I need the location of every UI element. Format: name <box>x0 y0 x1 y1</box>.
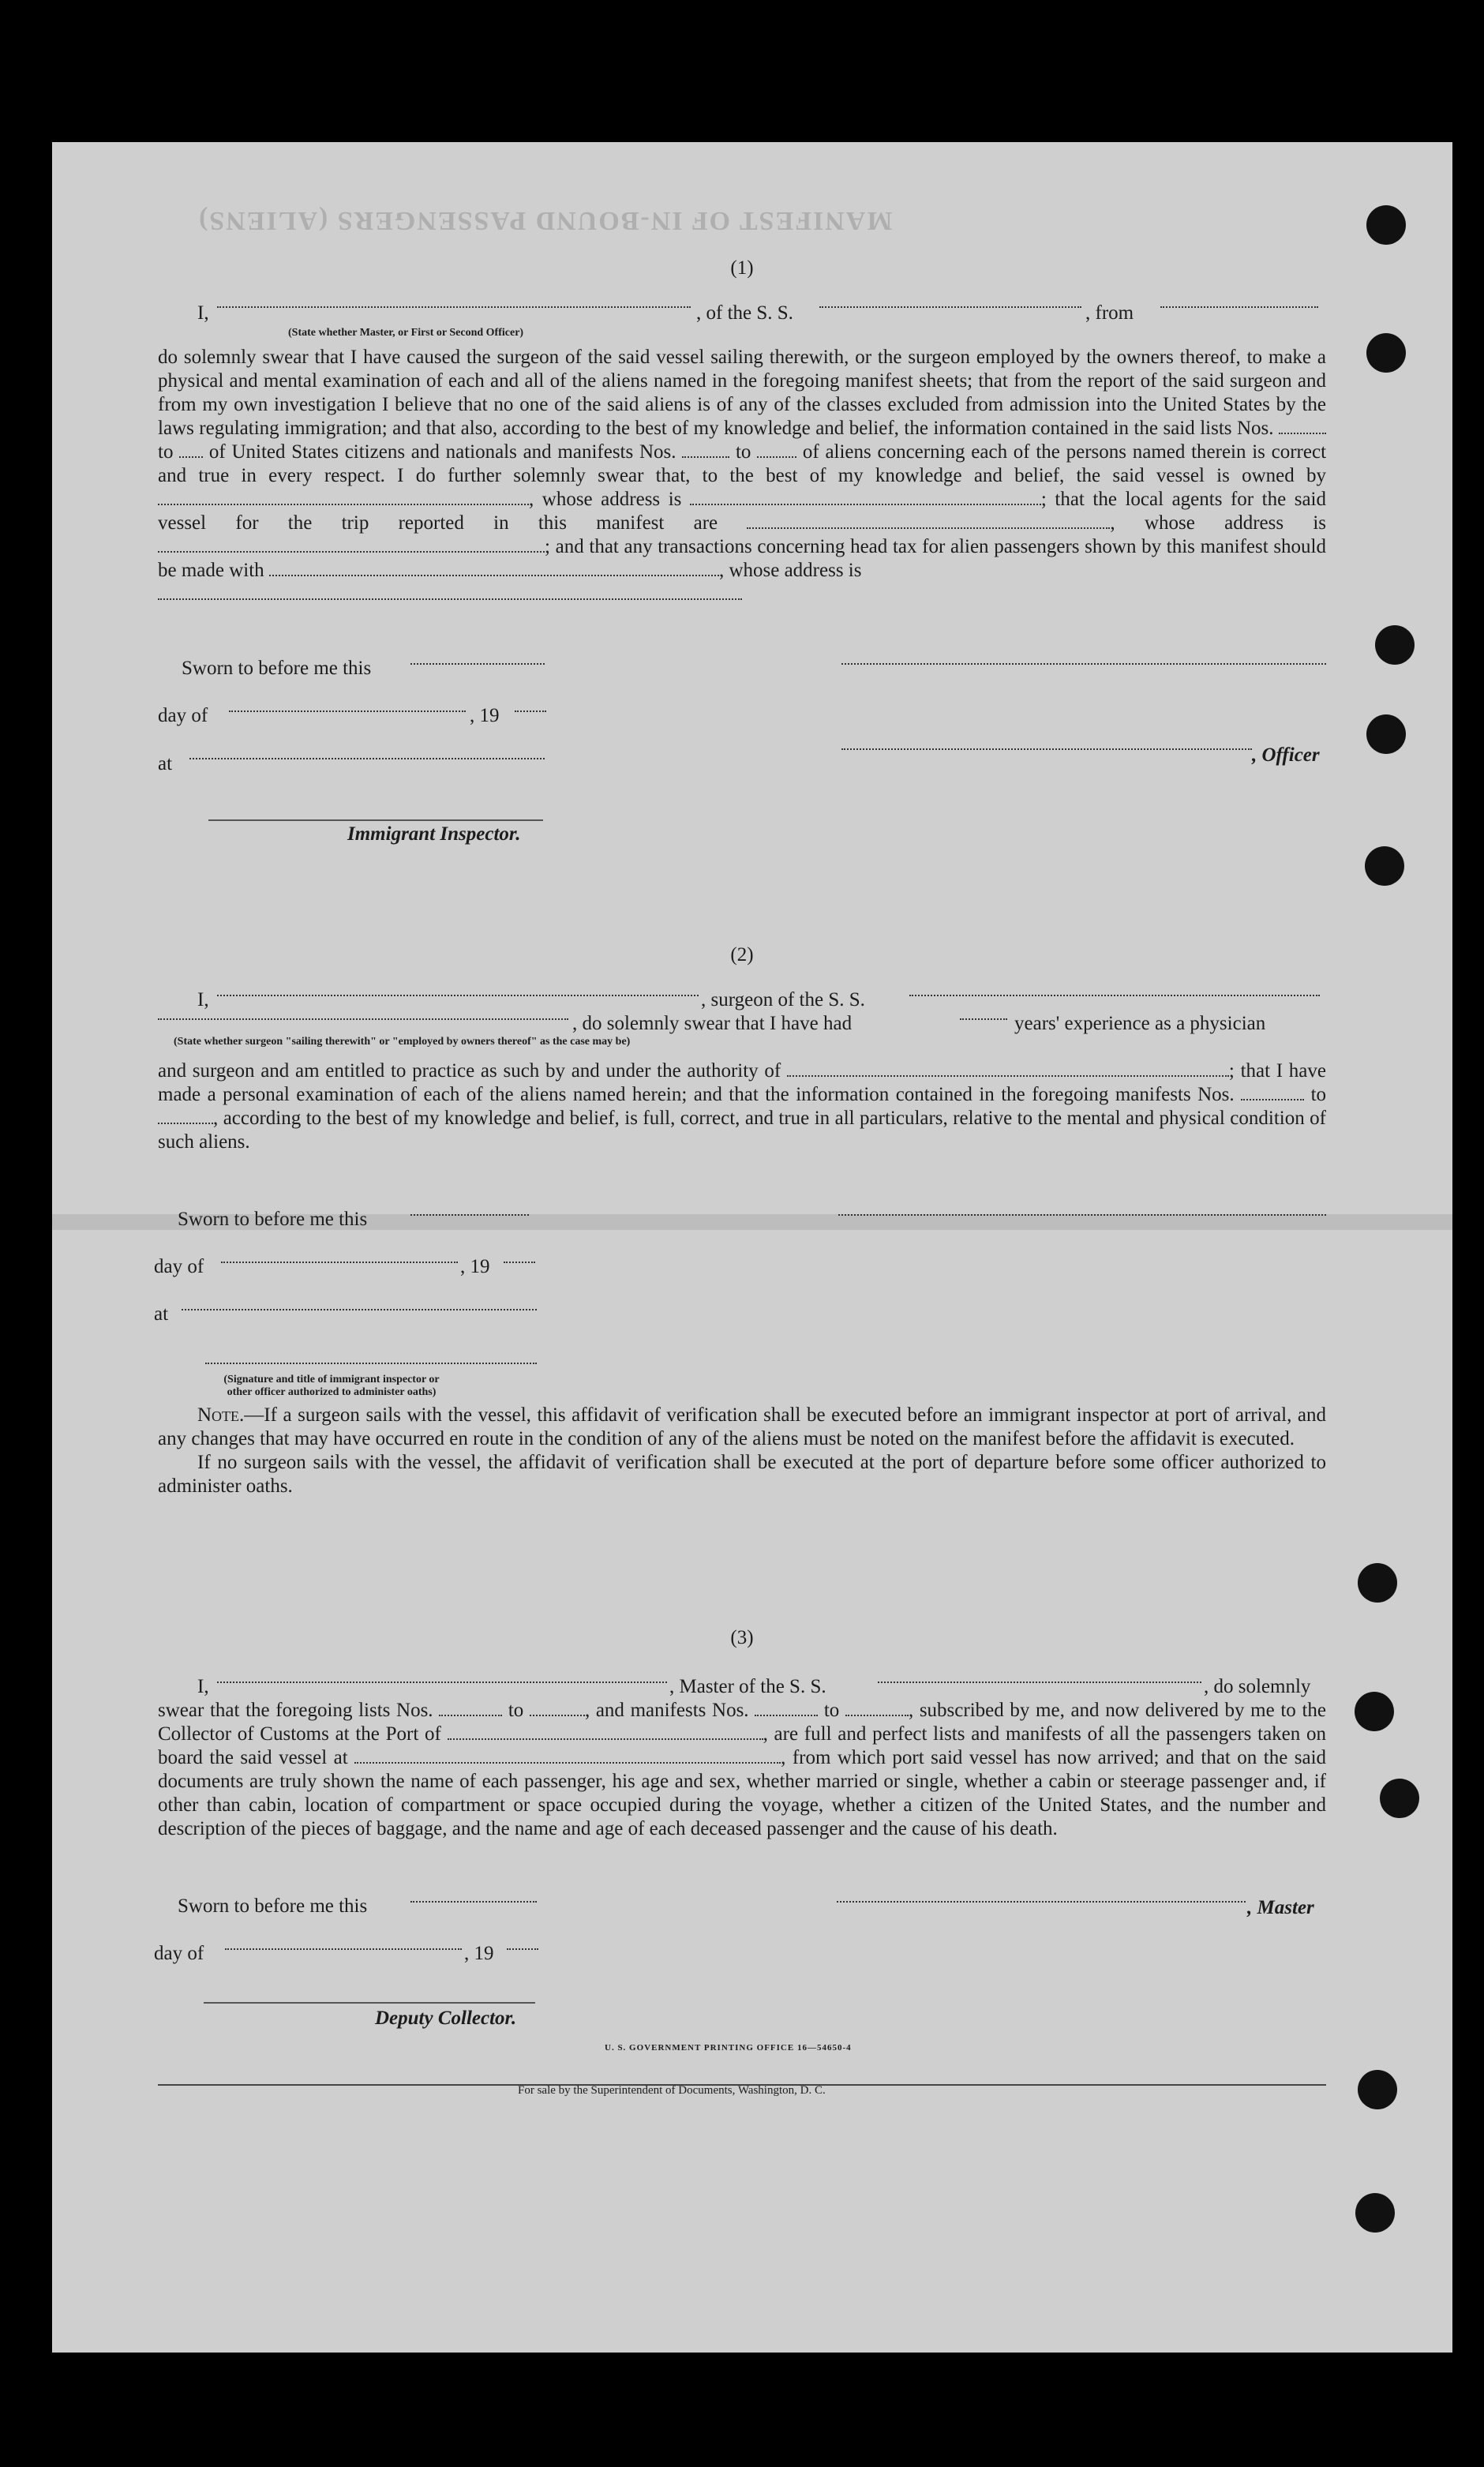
from-port-field[interactable] <box>1160 306 1318 308</box>
inspector-signature-line[interactable] <box>205 1363 537 1364</box>
note-text-2: If no surgeon sails with the vessel, the affidavit of verification shall be executed at the port of departure before some officer authorized to administer oaths. <box>158 1452 1326 1497</box>
inspector-signature-line[interactable] <box>208 819 543 821</box>
label-i: I, <box>197 302 209 324</box>
master-text-c: , are full and perfect lists and manifests of all the passengers taken on board the said vessel at <box>158 1723 1327 1768</box>
day-field[interactable] <box>225 1948 462 1950</box>
label-of-ss: , of the S. S. <box>696 302 793 324</box>
head-tax-address-field[interactable] <box>158 586 742 600</box>
day-of-label: day of <box>154 1943 204 1964</box>
owner-address-field[interactable] <box>690 491 1041 505</box>
year-field[interactable] <box>507 1948 538 1950</box>
year-field[interactable] <box>515 710 546 712</box>
day-field[interactable] <box>221 1262 458 1263</box>
sworn-label: Sworn to before me this <box>178 1209 368 1230</box>
lists-from-field[interactable] <box>439 1702 502 1716</box>
printing-office-line: U. S. GOVERNMENT PRINTING OFFICE 16—54650-4 <box>605 2043 852 2053</box>
surgeon-text-c: , according to the best of my knowledge and belief, is full, correct, and true in all particulars, relative to the mental and physical condition of such aliens. <box>158 1108 1326 1153</box>
punch-hole <box>1366 333 1406 373</box>
surgeon-name-field[interactable] <box>217 995 699 996</box>
authority-field[interactable] <box>787 1063 1229 1077</box>
label-whose-address: , whose address is <box>529 489 682 510</box>
officer-signature-field[interactable] <box>841 663 1326 665</box>
section-number: (1) <box>730 257 754 279</box>
departure-port-field[interactable] <box>354 1749 781 1764</box>
vessel-name-field[interactable] <box>819 306 1081 308</box>
faint-reverse-header: MANIFEST OF IN-BOUND PASSENGERS (ALIENS) <box>197 206 893 235</box>
sworn-date-field[interactable] <box>410 1901 537 1903</box>
manifests-from-field[interactable] <box>682 444 729 458</box>
vessel-name-field[interactable] <box>878 1682 1201 1683</box>
surgeon-hint: (State whether surgeon "sailing therewith" or "employed by owners thereof" as the case may be) <box>174 1036 631 1048</box>
label-surgeon-of: , surgeon of the S. S. <box>701 989 865 1010</box>
section-2: (2) I, , surgeon of the S. S. , do solemnly swear that I have had years' experience as a physician (State whether surgeon "sailing therewith" or "employed by owners thereof" as the case may be) and surgeon and am entitled to practice as such by and under the authority of ; that I have made a personal examination of each of the aliens named herein; and that the information contained in the foregoing manifests Nos. to , according to the best of my knowledge and belief, is full, correct, and true in all particulars, relative to the mental and physical condition of such aliens. Sworn to before me this day of , 19 at (Signature and title of immigrant inspector or other officer authorized to administer oaths) Note.—If a surgeon sails with the vessel, this affidavit of verification shall be executed before an immigrant inspector at port of arrival, and any changes that may have occurred en route in the condition of any of the aliens must be noted on the manifest before the affidavit is executed. If no surgeon sails with the vessel, the affidavit of verification shall be executed at the port of departure before some officer authorized to administer oaths. <box>154 944 1327 1497</box>
lists-from-field[interactable] <box>1279 420 1326 434</box>
lists-to-field[interactable] <box>530 1702 585 1716</box>
officer-title-field[interactable] <box>841 748 1252 750</box>
label-to: to <box>1310 1084 1327 1105</box>
label-to: to <box>735 441 751 463</box>
label-to: to <box>823 1700 840 1721</box>
head-tax-field[interactable] <box>269 562 719 576</box>
lists-to-field[interactable] <box>179 444 203 458</box>
officer-name-field[interactable] <box>217 306 691 308</box>
label-to: to <box>158 441 174 463</box>
at-label: at <box>154 1303 169 1325</box>
manifests-from-field[interactable] <box>1241 1086 1304 1100</box>
punch-hole <box>1355 2193 1395 2233</box>
sworn-date-field[interactable] <box>410 663 545 665</box>
oath-text-a: do solemnly swear that I have caused the surgeon of the said vessel sailing therewith, or the surgeon employed by the owners thereof, to make a physical and mental examination of each and all of the aliens named in the foregoing manifest sheets; that from the report of the said surgeon and from my own investigation I believe that no one of the said aliens is of any of the classes excluded from admission into the United States by the laws regulating immigration; and that also, according to the best of my knowledge and belief, the information contained in the said lists Nos. <box>158 347 1326 439</box>
section-number: (3) <box>730 1627 754 1648</box>
year-label: , 19 <box>464 1943 494 1964</box>
year-label: , 19 <box>470 705 500 726</box>
label-i: I, <box>197 989 209 1010</box>
punch-hole <box>1365 846 1404 886</box>
at-label: at <box>158 753 173 774</box>
label-do-swear: , do solemnly swear that I have had <box>572 1013 853 1034</box>
master-name-field[interactable] <box>217 1682 667 1683</box>
master-text-a: swear that the foregoing lists Nos. <box>158 1700 433 1721</box>
label-and-manifests: , and manifests Nos. <box>584 1700 749 1721</box>
master-signature-field[interactable] <box>837 1901 1246 1903</box>
years-field[interactable] <box>960 1018 1007 1020</box>
label-whose-address: whose address is <box>1144 512 1327 534</box>
section-1: (1) I, , of the S. S. , from (State whether Master, or First or Second Officer) do solemnly swear that I have caused the surgeon of the said vessel sailing therewith, or the surgeon employed by the owners thereof, to make a physical and mental examination of each and all of the aliens named in the foregoing manifest sheets; that from the report of the said surgeon and from my own investigation I believe that no one of the said aliens is of any of the classes excluded from admission into the United States by the laws regulating immigration; and that also, according to the best of my knowledge and belief, the information contained in the said lists Nos. to of United States citizens and nationals and manifests Nos. to of aliens concerning each of the persons named therein is correct and true in every respect. I do further solemnly swear that, to the best of my knowledge and belief, the said vessel is owned by , whose address is ; that the local agents for the said vessel for the trip reported in this manifest are , whose address is ; and that any transactions concerning head tax for alien passengers shown by this manifest should be made with , whose address is Sworn to before me this day of , 19 , Officer at Immigrant Inspector. <box>158 257 1327 845</box>
master-text-d: , from which port said vessel has now arrived; and that on the said documents are truly shown the name of each passenger, his age and sex, whether married or single, whether a cabin or steerage passenger and, if other than cabin, location of compartment or space occupied during the voyage, whether a citizen of the United States, and the number and description of the pieces of baggage, and the name and age of each deceased passenger and the cause of his death. <box>158 1747 1327 1839</box>
punch-hole <box>1366 205 1406 245</box>
sworn-label: Sworn to before me this <box>182 658 372 679</box>
punch-hole <box>1380 1779 1419 1818</box>
punch-hole <box>1375 625 1415 665</box>
year-label: , 19 <box>460 1256 490 1277</box>
day-of-label: day of <box>154 1256 204 1277</box>
label-to: to <box>508 1700 524 1721</box>
agents-address-field[interactable] <box>158 538 545 553</box>
agents-field[interactable] <box>747 515 1110 529</box>
signature-hint: (Signature and title of immigrant inspector or other officer authorized to administer oaths) <box>223 1374 440 1398</box>
label-whose-address: , whose address is <box>718 560 862 581</box>
sworn-date-field[interactable] <box>410 1214 529 1216</box>
label-years: years' experience as a physician <box>1014 1013 1266 1034</box>
master-label: , Master <box>1247 1897 1314 1918</box>
officer-label: , Officer <box>1252 744 1320 766</box>
at-field[interactable] <box>182 1309 537 1310</box>
day-field[interactable] <box>229 710 466 712</box>
manifests-to-field[interactable] <box>158 1110 213 1124</box>
master-text-b: , subscribed by me, and now delivered by me to the Collector of Customs at the Port of <box>158 1700 1326 1745</box>
section-number: (2) <box>730 944 754 965</box>
label-do-solemnly: , do solemnly <box>1204 1676 1311 1697</box>
inspector-label: Immigrant Inspector. <box>347 823 521 845</box>
note-text-1: —If a surgeon sails with the vessel, this affidavit of verification shall be executed before an immigrant inspector at port of arrival, and any changes that may have occurred en route in the condition of any of the aliens must be noted on the manifest before the affidavit is executed. <box>158 1404 1326 1449</box>
oath-text-e: ; and that any transactions concerning head tax for alien passengers shown by this manifest should be made with <box>158 536 1326 581</box>
section-3 <box>154 1626 1327 2068</box>
note-label: Note. <box>197 1404 245 1426</box>
label-i: I, <box>197 1676 209 1697</box>
punch-hole <box>1355 1692 1394 1731</box>
surgeon-text-a: and surgeon and am entitled to practice as such by and under the authority of <box>158 1060 781 1082</box>
officer-hint: (State whether Master, or First or Second Officer) <box>288 327 524 339</box>
at-field[interactable] <box>189 758 545 759</box>
port-field[interactable] <box>448 1726 763 1740</box>
day-of-label: day of <box>158 705 208 726</box>
surgeon-text-b: that I have made a personal examination of each of the aliens named herein; and that the information contained in the foregoing manifests Nos. <box>158 1060 1327 1105</box>
oath-text-d: that the local agents for the said vessel for the trip reported in this manifest are <box>158 489 1327 534</box>
label-master-of: , Master of the S. S. <box>669 1676 826 1697</box>
manifests-from-field[interactable] <box>755 1702 818 1716</box>
oath-text-b: of United States citizens and nationals and manifests Nos. <box>208 441 676 463</box>
manifests-to-field[interactable] <box>845 1702 909 1716</box>
punch-hole <box>1358 1563 1397 1603</box>
manifests-to-field[interactable] <box>757 444 796 458</box>
punch-hole <box>1366 714 1406 754</box>
year-field[interactable] <box>504 1262 535 1263</box>
punch-hole <box>1358 2070 1397 2109</box>
owner-field[interactable] <box>158 491 529 505</box>
surgeon-signature-field[interactable] <box>838 1214 1326 1216</box>
label-from: , from <box>1085 302 1134 324</box>
vessel-name-field[interactable] <box>909 995 1320 996</box>
deputy-signature-line[interactable] <box>204 2002 535 2004</box>
surgeon-status-field[interactable] <box>158 1018 568 1020</box>
sworn-label: Sworn to before me this <box>178 1895 368 1917</box>
deputy-label: Deputy Collector. <box>375 2008 517 2029</box>
oath-text-c: of aliens concerning each of the persons named therein is correct and true in every respect. I do further solemnly swear that, to the best of my knowledge and belief, the said vessel is owned by <box>158 441 1327 486</box>
sale-notice: For sale by the Superintendent of Documents, Washington, D. C. <box>518 2084 826 2097</box>
